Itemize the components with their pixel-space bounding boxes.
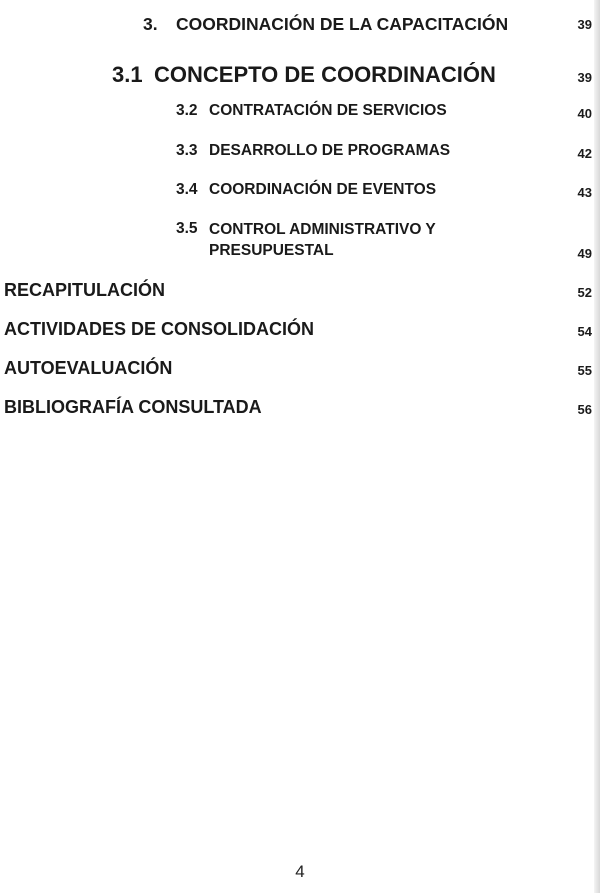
- toc-entry-number: 3.2: [176, 102, 198, 119]
- toc-page-number: 49: [577, 246, 592, 261]
- toc-page-number: 39: [577, 17, 592, 32]
- toc-entry-title: COORDINACIÓN DE EVENTOS: [209, 181, 437, 198]
- toc-recapitulacion[interactable]: RECAPITULACIÓN: [4, 280, 165, 300]
- toc-page-number: 43: [577, 185, 592, 200]
- toc-entry-number: 3.3: [176, 142, 198, 159]
- page-edge-shadow: [594, 0, 600, 893]
- toc-entry-number: 3.1: [112, 62, 143, 87]
- toc-entry-number: 3.: [143, 14, 158, 34]
- toc-entry-title: COORDINACIÓN DE LA CAPACITACIÓN: [176, 14, 509, 34]
- toc-entry-title: CONCEPTO DE COORDINACIÓN: [154, 62, 496, 87]
- toc-bibliografia-consultada[interactable]: BIBLIOGRAFÍA CONSULTADA: [4, 397, 262, 417]
- toc-entry-title-line2: PRESUPUESTAL: [209, 242, 334, 259]
- toc-page-number: 39: [577, 70, 592, 85]
- toc-page-number: 52: [577, 285, 592, 300]
- toc-actividades-consolidacion[interactable]: ACTIVIDADES DE CONSOLIDACIÓN: [4, 319, 315, 339]
- toc-page-number: 42: [577, 146, 592, 161]
- toc-autoevaluacion[interactable]: AUTOEVALUACIÓN: [4, 358, 173, 378]
- toc-entry-number: 3.4: [176, 181, 198, 198]
- toc-page-number: 54: [577, 324, 592, 339]
- toc-entry-title: CONTRATACIÓN DE SERVICIOS: [209, 102, 447, 119]
- toc-page-number: 55: [577, 363, 592, 378]
- toc-entry-title: DESARROLLO DE PROGRAMAS: [209, 142, 451, 159]
- page-footer-number: 4: [295, 862, 305, 881]
- toc-entry-title-line1: CONTROL ADMINISTRATIVO Y: [209, 221, 436, 238]
- toc-entry-number: 3.5: [176, 220, 198, 237]
- toc-page-number: 40: [577, 106, 592, 121]
- toc-page-number: 56: [577, 402, 592, 417]
